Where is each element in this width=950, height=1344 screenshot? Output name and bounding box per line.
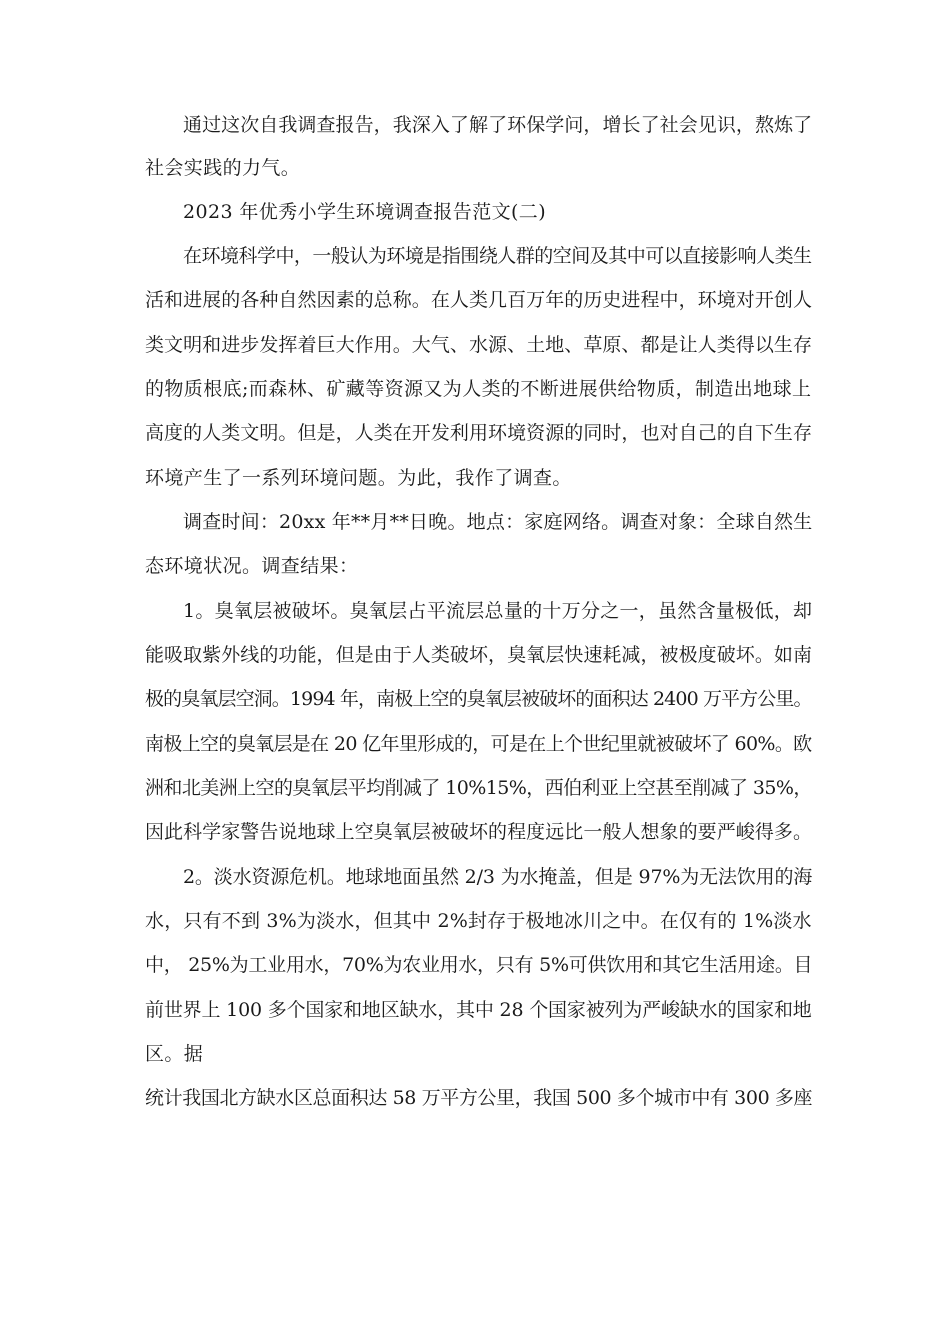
text-line: 南极上空的臭氧层是在 20 亿年里形成的，可是在上个世纪里就被破坏了 60%。欧 [145, 733, 812, 755]
text-line: 活和进展的各种自然因素的总称。在人类几百万年的历史进程中，环境对开创人 [145, 289, 813, 311]
text-line: 在环境科学中，一般认为环境是指围绕人群的空间及其中可以直接影响人类生 [183, 245, 812, 267]
text-line: 环境产生了一系列环境问题。为此，我作了调查。 [145, 467, 572, 489]
text-line: 1。臭氧层被破坏。臭氧层占平流层总量的十万分之一，虽然含量极低，却 [183, 600, 813, 622]
text-line: 极的臭氧层空洞。1994 年，南极上空的臭氧层被破坏的面积达 2400 万平方公里。 [145, 688, 812, 710]
text-line: 统计我国北方缺水区总面积达 58 万平方公里，我国 500 多个城市中有 300 多座 [145, 1087, 813, 1109]
text-line: 社会实践的力气。 [145, 157, 301, 179]
text-line: 水，只有不到 3%为淡水，但其中 2%封存于极地冰川之中。在仅有的 1%淡水 [145, 910, 812, 932]
section-heading: 2023 年优秀小学生环境调查报告范文(二) [183, 201, 547, 223]
text-line: 能吸取紫外线的功能，但是由于人类破坏，臭氧层快速耗减，被极度破坏。如南 [145, 644, 813, 666]
text-line: 区。据 [145, 1043, 204, 1065]
text-line: 洲和北美洲上空的臭氧层平均削减了 10%15%，西伯利亚上空甚至削减了 35%， [145, 777, 812, 799]
text-line: 类文明和进步发挥着巨大作用。大气、水源、土地、草原、都是让人类得以生存 [145, 334, 813, 356]
text-line: 2。淡水资源危机。地球地面虽然 2/3 为水掩盖，但是 97%为无法饮用的海 [183, 866, 813, 888]
text-line: 通过这次自我调查报告，我深入了解了环保学问，增长了社会见识，熬炼了 [183, 114, 813, 136]
text-line: 态环境状况。调查结果： [145, 555, 359, 577]
text-line: 中， 25%为工业用水，70%为农业用水，只有 5%可供饮用和其它生活用途。目 [145, 954, 813, 976]
text-line: 调查时间：20xx 年**月**日晚。地点：家庭网络。调查对象：全球自然生 [183, 511, 813, 533]
text-line: 的物质根底;而森林、矿藏等资源又为人类的不断进展供给物质，制造出地球上 [145, 378, 812, 400]
text-line: 高度的人类文明。但是，人类在开发利用环境资源的同时，也对自己的自下生存 [145, 422, 813, 444]
text-line: 因此科学家警告说地球上空臭氧层被破坏的程度远比一般人想象的要严峻得多。 [145, 821, 813, 843]
text-line: 前世界上 100 多个国家和地区缺水，其中 28 个国家被列为严峻缺水的国家和地 [145, 999, 812, 1021]
